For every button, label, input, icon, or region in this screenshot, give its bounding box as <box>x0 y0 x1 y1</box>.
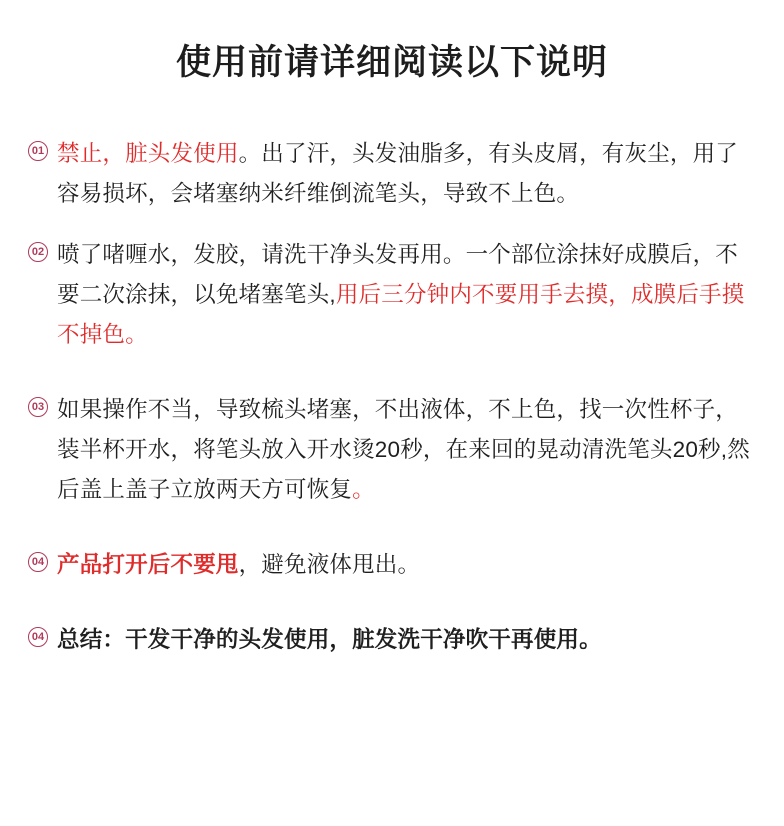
section-spacer <box>28 376 756 390</box>
instruction-list <box>28 134 756 660</box>
list-item <box>28 620 756 660</box>
item-number-badge: 02 <box>28 242 48 262</box>
item-text-plain: ，避免液体甩出。 <box>238 552 421 577</box>
item-text-plain: 如果操作不当，导致梳头堵塞，不出液体，不上色，找一次性杯子，装半杯开水，将笔头放入开水烫20秒，在来回的晃动清洗笔头20秒,然后盖上盖子立放两天方可恢复 <box>57 397 750 502</box>
item-text <box>57 134 756 214</box>
list-item <box>28 134 756 214</box>
item-number-badge: 03 <box>28 397 48 417</box>
item-number-badge: 01 <box>28 141 48 161</box>
item-text-highlight: 产品打开后不要甩 <box>57 552 239 577</box>
list-item <box>28 545 756 585</box>
item-text-highlight: 。 <box>352 477 375 502</box>
item-text <box>57 620 756 660</box>
item-text-highlight: 禁止，脏头发使用 <box>57 141 239 166</box>
list-item <box>28 235 756 355</box>
item-text-plain: 喷了啫喱水，发胶，请洗干净头发再用。一个部位涂抹好成膜后，不要二次涂抹，以免堵塞笔头, <box>57 242 739 307</box>
item-text <box>57 235 756 355</box>
list-item <box>28 390 756 510</box>
item-text <box>57 545 756 585</box>
section-spacer <box>28 531 756 545</box>
page-title: 使用前请详细阅读以下说明 <box>175 43 608 82</box>
item-text <box>57 390 756 510</box>
item-text-plain: 总结：干发干净的头发使用，脏发洗干净吹干再使用。 <box>57 627 602 652</box>
item-text-highlight: 用后三分钟内不要用手去摸，成膜后手摸不掉色。 <box>57 282 745 347</box>
instructions-page <box>0 42 784 826</box>
item-number-badge: 04 <box>28 552 48 572</box>
item-text-plain: 。出了汗，头发油脂多，有头皮屑，有灰尘，用了容易损坏，会堵塞纳米纤维倒流笔头，导致不上色。 <box>57 141 739 206</box>
item-number-badge: 04 <box>28 627 48 647</box>
section-spacer <box>28 606 756 620</box>
